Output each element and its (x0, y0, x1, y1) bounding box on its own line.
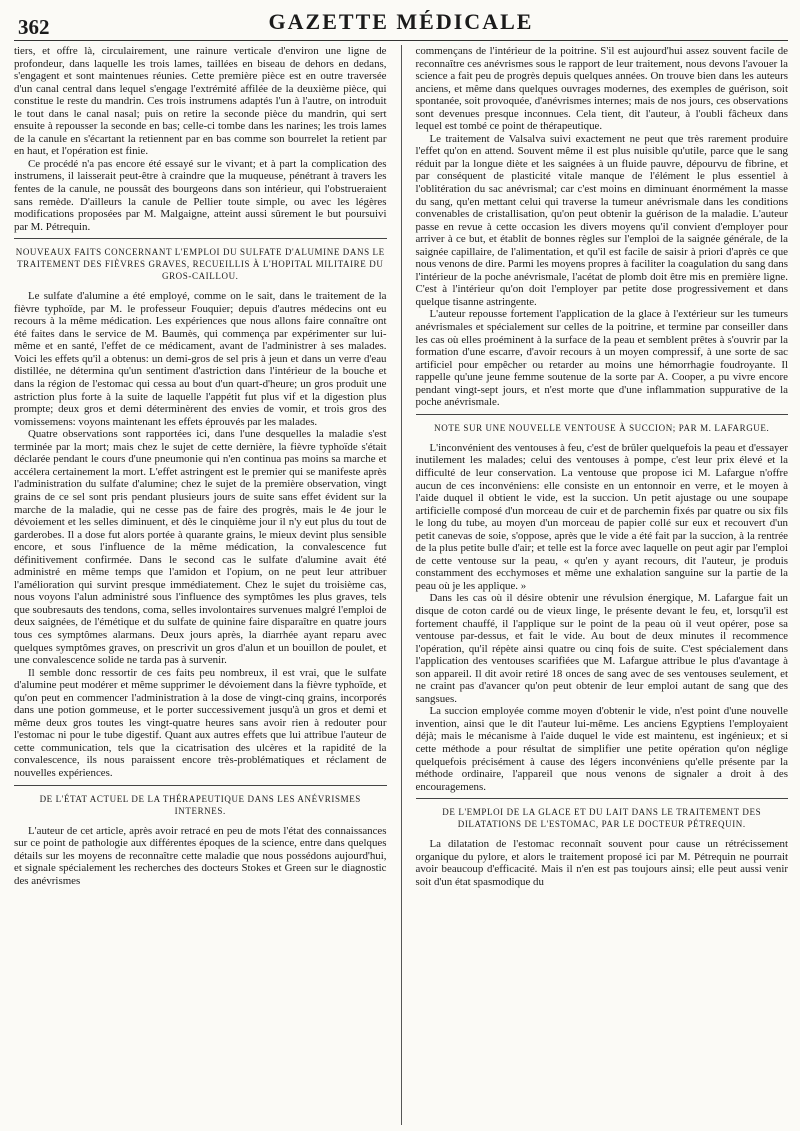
paragraph: Le sulfate d'alumine a été employé, comme on le sait, dans le traitement de la fièvre typhoïde, par M. le professeur Fouquier; depuis d'autres médecins ont eu recours à la même médication. Les expériences que nous allons faire connaître ont été faites dans le service de M. Baumès, qui commença par expérimenter sur lui-même et en santé, l'effet de ce médicament, avant de l'administrer à ses malades. Voici les effets qu'il a obtenus: un demi-gros de sel pris à jeun et dans un verre d'eau distillée, ne détermina qu'un sentiment d'astriction dans l'intérieur de la bouche et dans la région de l'estomac qui cessa au bout d'un quart-d'heure; un gros produit une astriction plus forte à la suite de laquelle l'appétit fut plus vif et la digestion plus prompte; deux gros et demi déterminèrent des envies de vomir, et trois gros des vomissemens: voyons maintenant les effets éprouvés par les malades. (14, 290, 387, 428)
section-title: DE L'EMPLOI DE LA GLACE ET DU LAIT DANS LE TRAITEMENT DES DILATATIONS DE L'ESTOMAC, PAR LE DOCTEUR PÉTREQUIN. (442, 807, 762, 830)
paragraph: Le traitement de Valsalva suivi exactement ne peut que très rarement produire l'effet qu'on en attend. Souvent même il est plus nuisible qu'utile, parce que le sang réduit par la longue diète et les saignées à un fluide pauvre, dépourvu de fibrine, et par conséquent de plasticité vitale manque de l'élément le plus essentiel à l'oblitération du sac anévrismal; car c'est moins en diminuant énormément la masse du sang, qu'en mettant celui qui traverse la tumeur anévrismale dans les conditions convenables de cristallisation, qu'on peut obtenir la guérison de la maladie. L'auteur passe en revue à cette occasion les divers moyens qu'il convient d'employer pour arriver à ce but, et établit de bonnes règles sur l'emploi de la saignée générale, de la saignée capillaire, de l'alimentation, et qu'il est facile de saisir à priori d'après ce que nous venons de dire. Parmi les moyens propres à faciliter la coagulation du sang dans l'intérieur de la poche anévrismale, l'acétat de plomb doit être mis en première ligne. C'est à l'intérieur qu'on doit l'employer par petite dose progressivement et dans quelque tisanne astringente. (415, 132, 788, 308)
paragraph: La dilatation de l'estomac reconnaît souvent pour cause un rétrécissement organique du pylore, et alors le traitement proposé ici par M. Pétrequin ne pourrait avoir beaucoup d'efficacité. Mais il n'en est pas toujours ainsi; elle peut aussi venir soit d'un état spasmodique du (415, 838, 788, 888)
paragraph: L'inconvénient des ventouses à feu, c'est de brûler quelquefois la peau et d'essayer inutilement les malades; celui des ventouses à pompe, c'est leur prix élevé et la difficulté de leur conservation. La ventouse que propose ici M. Lafargue n'offre aucun de ces inconvéniens: elle consiste en un entonnoir en verre, et le moyen à l'aide duquel il obtient le vide, est la succion. Un petit ajustage ou une soupape artificielle composé d'un morceau de cuir et de parchemin fixés par quatre ou six fils le long du tube, au moyen d'un morceau de papier collé sur eux et recouvert d'un petit canevas de soie, s'oppose, après que le vide a été fait par la succion, à la rentrée de la plus petite bulle d'air; et telle est la force avec laquelle on peut agir par l'emploi de cette ventouse sur la peau, « qu'en y ayant recours, dit l'auteur, je produis constamment des ecchymoses et même une exhalation sanguine sur la partie de la peau où je les applique. » (415, 441, 788, 592)
section-title: NOUVEAUX FAITS CONCERNANT L'EMPLOI DU SULFATE D'ALUMINE DANS LE TRAITEMENT DES FIÈVRES GRAVES, RECUEILLIS À L'HOPITAL MILITAIRE DU GROS-CAILLOU. (15, 247, 385, 282)
section-divider (416, 414, 789, 415)
paragraph: Il semble donc ressortir de ces faits peu nombreux, il est vrai, que le sulfate d'alumine peut modérer et même supprimer le dévoiement dans la fièvre typhoïde, et qu'on peut en commencer l'administration à la dose de vingt-cinq grains, incorporés dans une potion gommeuse, et le porter successivement jusqu'à un gros et demi et même deux gros toutes les vingt-quatre heures sans avoir rien à redouter pour l'estomac ni pour le tube digestif. Quant aux autres effets que lui attribue l'auteur de cette communication, tels que la cicatrisation des ulcères et la rapidité de la convalescence, ils nous paraissent encore très-problématiques et réclament de nouvelles expériences. (14, 666, 387, 779)
paragraph: L'auteur de cet article, après avoir retracé en peu de mots l'état des connaissances sur ce point de pathologie aux différentes époques de la science, entre dans quelques détails sur les moyens de reconnaître cette maladie que nous possédons aujourd'hui, et signale spécialement les recherches des docteurs Stokes et Green sur le diagnostic des anévrismes (14, 824, 387, 887)
paragraph: La succion employée comme moyen d'obtenir le vide, n'est point d'une nouvelle invention, ainsi que le dit l'auteur lui-même. Les anciens Egyptiens l'employaient déjà; mais le mécanisme à l'aide duquel le vide est maintenu, est ingénieux; et si cette méthode a pour résultat de simplifier une petite opération qu'on néglige quelquefois précisément à cause des légers inconvéniens qu'elle présente par la méthode ordinaire, l'appareil que nous venons de signaler a droit à des encouragemens. (415, 705, 788, 793)
column-divider (401, 45, 402, 1125)
page-number: 362 (18, 15, 50, 39)
paragraph: commençans de l'intérieur de la poitrine. S'il est aujourd'hui assez souvent facile de reconnaître ces anévrismes sous le rapport de leur traitement, nous devons l'avouer la science a fait peu de progrès depuis quelques années. On trouve bien dans les auteurs anciens, et même dans quelques ouvrages modernes, des exemples de guérison, soit spontanée, soit provoquée, d'anévrismes internes; mais de nos jours, ces observations sont devenues presque inconnues. Cela tient, dit l'auteur, à l'oubli fâcheux dans lequel est tombé ce point de thérapeutique. (415, 45, 788, 133)
section-divider (14, 238, 387, 239)
paragraph: Dans les cas où il désire obtenir une révulsion énergique, M. Lafargue fait un disque de coton cardé ou de vieux linge, le présente devant le feu, et, lorsqu'il est fortement chauffé, il l'applique sur le point de la peau où il veut opérer, pose sa ventouse par-dessus, et fait le vide. Au bout de deux minutes il recommence l'opération, qu'il répète ainsi quatre ou cinq fois de suite. C'est spécialement dans l'application des ventouses scarifiées que M. Lafargue attribue le plus d'avantage à son appareil. Il dit avoir retiré 18 onces de sang avec de ses ventouses seulement, et ne craint pas d'avancer qu'on peut obtenir de leur emploi autant de sang que des sangsues. (415, 592, 788, 705)
paragraph: tiers, et offre là, circulairement, une rainure verticale d'environ une ligne de profondeur, dans laquelle les trois lames, taillées en biseau de dehors en dedans, s'engagent et sont maintenues réunies. Cette première pièce est en outre traversée d'un canal central dans lequel s'engage l'extrémité affilée de la deuxième pièce, qui constitue le reste du mandrin. Ces trois instrumens adaptés l'un à l'autre, on introduit le tout dans le canal nasal; puis on retire la seconde pièce du mandrin, qui sert ensuite à repousser la seconde en bas; celle-ci tombe dans les narines; les trois lames de la canule en s'écartant la retiennent par en bas comme son bourrelet la retient par en haut, et l'opération est finie. (14, 45, 387, 158)
section-title: NOTE SUR UNE NOUVELLE VENTOUSE À SUCCION; PAR M. LAFARGUE. (434, 422, 770, 433)
section-divider (14, 785, 387, 786)
article-columns (14, 45, 788, 1125)
paragraph: Ce procédé n'a pas encore été essayé sur le vivant; et à part la complication des instrumens, il laisserait peut-être à craindre que la muqueuse, pénétrant à travers les fentes de la canule, ne poussât des bourgeons dans son intérieur, qui l'obstrueraient sans remède. D'ailleurs la canule de Pellier toute simple, ou avec les légères modifications proposées par M. Malgaigne, atteint aussi sûrement le but poursuivi par M. Pétrequin. (14, 157, 387, 233)
paragraph: L'auteur repousse fortement l'application de la glace à l'extérieur sur les tumeurs anévrismales et spécialement sur celles de la poitrine, et termine par conseiller dans les cas où elles proéminent à la surface de la peau et semblent prêtes à s'ouvrir par la formation d'une escarre, d'avoir recours à un moyen compressif, à une sorte de sac artificiel pour empêcher ou retarder au moins une hémorrhagie foudroyante. Il rappelle qu'une jeune femme soutenue de la sorte par A. Cooper, a pu vivre encore pendant vingt-sept jours, et n'est morte que d'une inflammation suppurative de la poche anévrismale. (415, 308, 788, 409)
left-column (14, 45, 387, 1125)
section-title: DE L'ÉTAT ACTUEL DE LA THÉRAPEUTIQUE DANS LES ANÉVRISMES INTERNES. (39, 793, 361, 816)
section-divider (416, 798, 789, 799)
right-column (416, 45, 789, 1125)
paragraph: Quatre observations sont rapportées ici, dans l'une desquelles la maladie s'est terminée par la mort; mais chez le sujet de cette dernière, la fièvre typhoïde s'était déclarée pendant le cours d'une pneumonie qui n'en continua pas moins sa marche et accélera certainement la mort. L'effet astringent est le premier qui se manifeste après l'administration du sulfate d'alumine; chez le sujet de la première observation, vingt grains de ce sel sont pris pendant plusieurs jours de suite sans effet évident sur la marche de la maladie, qui ne cesse pas de faire des progrès, mais le 4e jour le dévoiement et les selles diminuent, et dès le cinquième jour il n'y eut plus du tout de garderobes. Il a dose fut alors portée à quarante grains, le mieux devint plus sensible encore, et sous l'influence de la même médication, la convalescence fut définitivement confirmée. Dans le second cas le sulfate d'alumine avait été administré en même temps que l'amidon et l'opium, on ne peut leur attribuer l'amélioration qui survint presque immédiatement. Chez le sujet du troisième cas, nous voyons l'alun administré sous l'influence des symptômes les plus graves, tels que soubresauts des tendons, coma, selles involontaires survenues malgré l'emploi de deux saignées, de l'émétique et du sulfate de quinine faire disparaître en quatre jours tous ces symptômes alarmans. Deux jours après, la diarrhée ayant reparu avec quelques symptômes graves, on prescrivit un gros d'alun et un bouillon de poulet, et une convalescence solide ne tarda pas à survenir. (14, 428, 387, 667)
page-header (14, 0, 788, 41)
journal-title: GAZETTE MÉDICALE (268, 9, 534, 34)
